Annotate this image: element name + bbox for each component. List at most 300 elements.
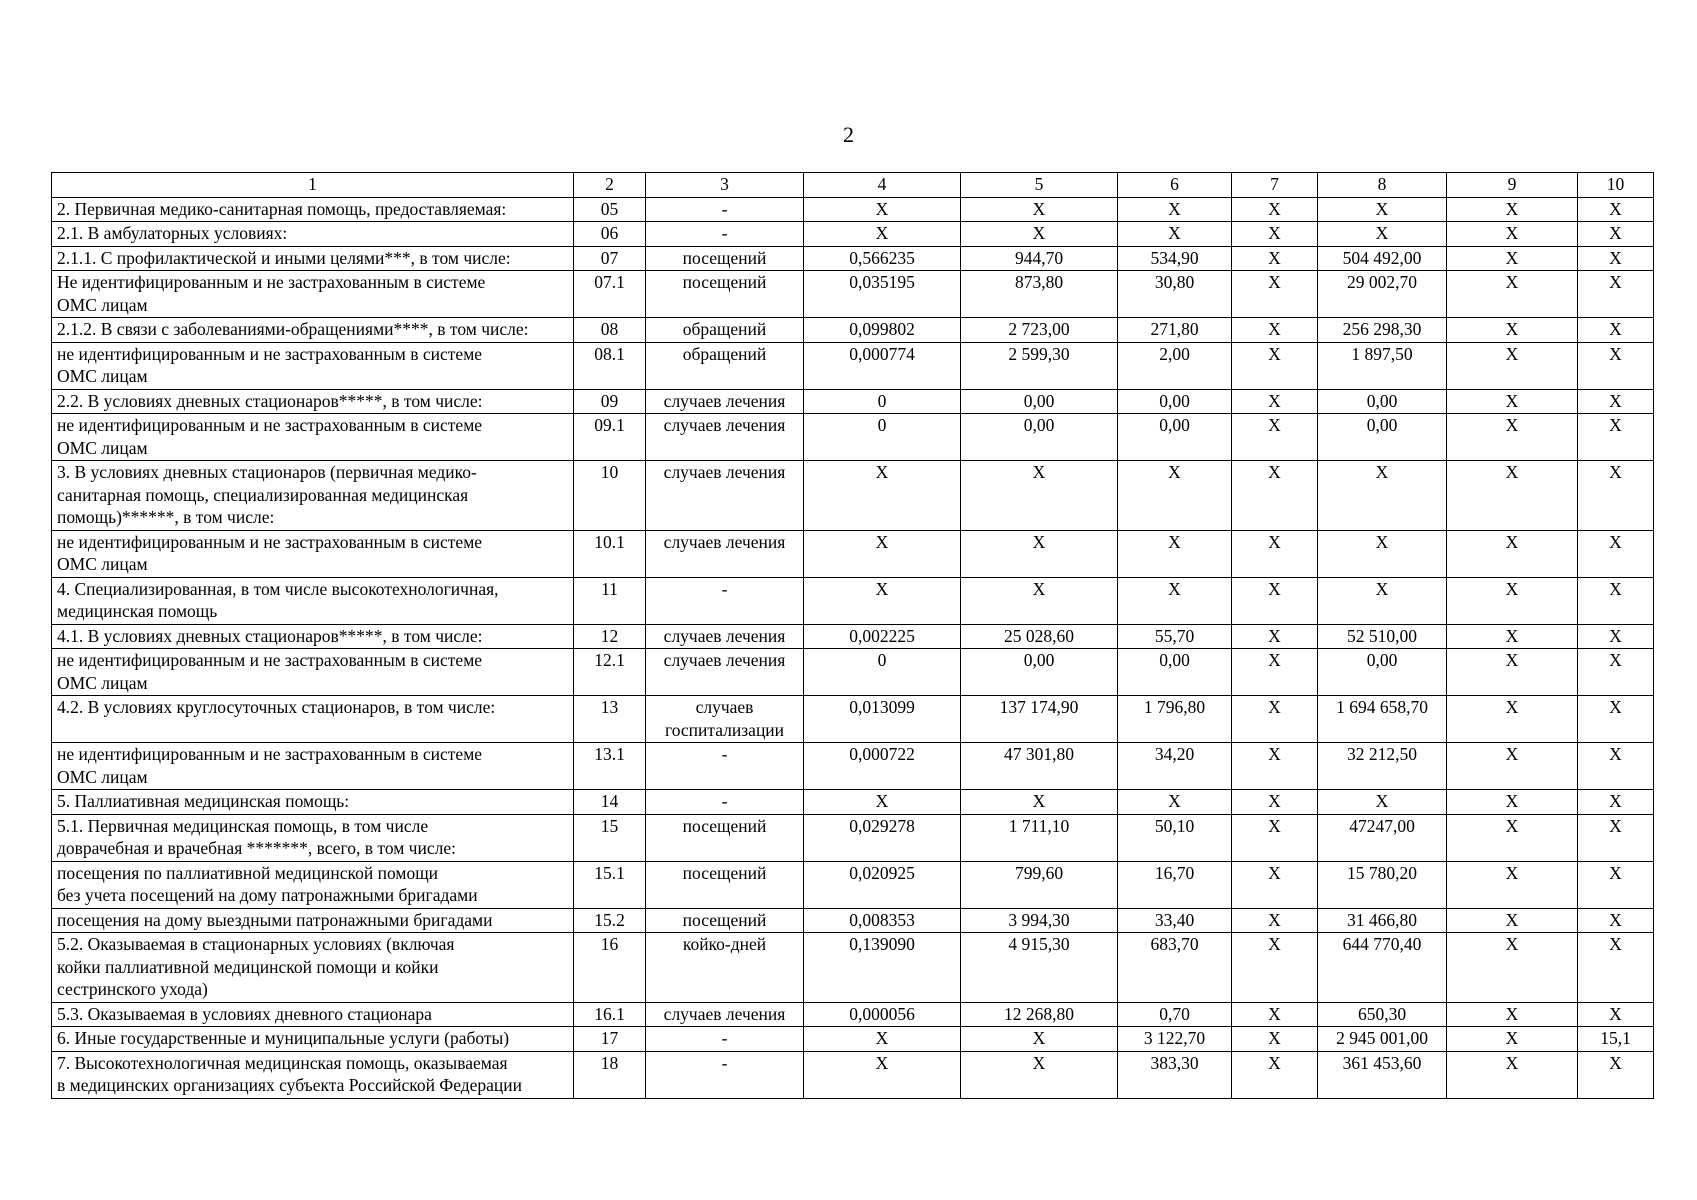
- row-description: [52, 908, 574, 933]
- value-cell: X: [961, 530, 1118, 577]
- value-cell: X: [1447, 414, 1578, 461]
- value-cell: 0,00: [1318, 649, 1447, 696]
- value-cell: 4 915,30: [961, 933, 1118, 1003]
- value-cell: 0,099802: [804, 318, 961, 343]
- value-cell: X: [1232, 389, 1318, 414]
- value-cell: X: [1578, 790, 1654, 815]
- value-cell: X: [1578, 908, 1654, 933]
- row-code: 16: [574, 933, 646, 1003]
- unit-line: госпитализации: [664, 719, 785, 740]
- value-cell: 0,035195: [804, 271, 961, 318]
- row-description: [52, 814, 574, 861]
- row-code: 07: [574, 246, 646, 271]
- value-cell: 644 770,40: [1318, 933, 1447, 1003]
- row-code: 14: [574, 790, 646, 815]
- table-row: [52, 908, 1654, 933]
- description-line: не идентифицированным и не застрахованным в системе: [57, 343, 483, 364]
- unit-cell: посещений: [646, 814, 804, 861]
- value-cell: 256 298,30: [1318, 318, 1447, 343]
- value-cell: X: [1318, 197, 1447, 222]
- value-cell: 0,002225: [804, 624, 961, 649]
- value-cell: 0,00: [961, 414, 1118, 461]
- value-cell: 3 122,70: [1118, 1027, 1232, 1052]
- row-description: [52, 624, 574, 649]
- value-cell: 15 780,20: [1318, 861, 1447, 908]
- row-code: 15.1: [574, 861, 646, 908]
- value-cell: X: [1232, 577, 1318, 624]
- description-line: ОМС лицам: [57, 366, 148, 386]
- value-cell: 2 945 001,00: [1318, 1027, 1447, 1052]
- column-header: 10: [1578, 173, 1654, 198]
- unit-cell: случаев лечения: [646, 649, 804, 696]
- value-cell: 383,30: [1118, 1051, 1232, 1098]
- value-cell: X: [1447, 743, 1578, 790]
- value-cell: X: [1232, 790, 1318, 815]
- value-cell: X: [1447, 389, 1578, 414]
- value-cell: X: [1447, 271, 1578, 318]
- description-line: медицинская помощь: [57, 601, 218, 621]
- row-description: [52, 461, 574, 531]
- value-cell: 0,000774: [804, 342, 961, 389]
- unit-cell: случаев лечения: [646, 389, 804, 414]
- value-cell: X: [1232, 1002, 1318, 1027]
- value-cell: X: [1232, 743, 1318, 790]
- value-cell: X: [1232, 342, 1318, 389]
- value-cell: 15,1: [1578, 1027, 1654, 1052]
- description-line: ОМС лицам: [57, 672, 148, 693]
- value-cell: 16,70: [1118, 861, 1232, 908]
- row-description: [52, 389, 574, 414]
- value-cell: X: [1232, 530, 1318, 577]
- value-cell: X: [1578, 530, 1654, 577]
- unit-cell: -: [646, 790, 804, 815]
- value-cell: X: [1447, 649, 1578, 696]
- row-description: [52, 743, 574, 790]
- value-cell: X: [1232, 908, 1318, 933]
- row-description: [52, 1027, 574, 1052]
- table-row: [52, 271, 1654, 318]
- value-cell: X: [961, 222, 1118, 247]
- row-description: [52, 1051, 574, 1098]
- value-cell: X: [1578, 624, 1654, 649]
- description-line: санитарная помощь, специализированная медицинская: [57, 484, 469, 505]
- value-cell: X: [1447, 908, 1578, 933]
- value-cell: X: [1578, 197, 1654, 222]
- value-cell: 1 711,10: [961, 814, 1118, 861]
- description-line: ОМС лицам: [57, 766, 148, 787]
- description-line: не идентифицированным и не застрахованным в системе: [57, 531, 483, 552]
- row-code: 15: [574, 814, 646, 861]
- value-cell: X: [1447, 696, 1578, 743]
- value-cell: X: [1318, 790, 1447, 815]
- value-cell: 0,00: [1118, 389, 1232, 414]
- data-table: [51, 172, 1654, 1099]
- row-code: 12.1: [574, 649, 646, 696]
- value-cell: X: [1318, 530, 1447, 577]
- description-line: 2.1.1. С профилактической и иными целями***, в том числе:: [57, 247, 511, 268]
- table-row: [52, 222, 1654, 247]
- value-cell: 2 723,00: [961, 318, 1118, 343]
- unit-cell: посещений: [646, 271, 804, 318]
- value-cell: X: [961, 461, 1118, 531]
- value-cell: X: [1318, 577, 1447, 624]
- value-cell: X: [961, 197, 1118, 222]
- value-cell: 0,566235: [804, 246, 961, 271]
- value-cell: 0: [804, 649, 961, 696]
- table-row: [52, 318, 1654, 343]
- value-cell: 0,000722: [804, 743, 961, 790]
- row-code: 16.1: [574, 1002, 646, 1027]
- table-row: [52, 1027, 1654, 1052]
- table-row: [52, 414, 1654, 461]
- value-cell: 0: [804, 389, 961, 414]
- column-header: 7: [1232, 173, 1318, 198]
- value-cell: X: [1232, 414, 1318, 461]
- row-code: 09.1: [574, 414, 646, 461]
- unit-cell: посещений: [646, 861, 804, 908]
- value-cell: X: [1118, 577, 1232, 624]
- table-row: [52, 197, 1654, 222]
- value-cell: X: [1578, 271, 1654, 318]
- value-cell: 0,020925: [804, 861, 961, 908]
- value-cell: X: [1318, 222, 1447, 247]
- description-line: 4.1. В условиях дневных стационаров*****, в том числе:: [57, 625, 483, 646]
- description-line: 3. В условиях дневных стационаров (первичная медико-: [57, 462, 477, 482]
- value-cell: X: [1232, 814, 1318, 861]
- unit-cell: обращений: [646, 318, 804, 343]
- row-description: [52, 342, 574, 389]
- row-code: 08: [574, 318, 646, 343]
- value-cell: 0,00: [1318, 414, 1447, 461]
- description-line: 5. Паллиативная медицинская помощь:: [57, 791, 350, 811]
- value-cell: X: [1447, 461, 1578, 531]
- row-description: [52, 933, 574, 1003]
- table-row: [52, 814, 1654, 861]
- row-code: 07.1: [574, 271, 646, 318]
- value-cell: 0: [804, 414, 961, 461]
- table-row: [52, 933, 1654, 1003]
- value-cell: X: [1447, 814, 1578, 861]
- value-cell: X: [1232, 1027, 1318, 1052]
- row-description: [52, 246, 574, 271]
- row-code: 11: [574, 577, 646, 624]
- value-cell: X: [1578, 318, 1654, 343]
- description-line: 4. Специализированная, в том числе высокотехнологичная,: [57, 578, 499, 599]
- value-cell: X: [1447, 342, 1578, 389]
- value-cell: 271,80: [1118, 318, 1232, 343]
- column-header: 9: [1447, 173, 1578, 198]
- header-row: [52, 173, 1654, 198]
- value-cell: X: [804, 1051, 961, 1098]
- description-line: доврачебная и врачебная *******, всего, в том числе:: [57, 838, 456, 858]
- unit-cell: -: [646, 197, 804, 222]
- description-line: не идентифицированным и не застрахованным в системе: [57, 415, 483, 435]
- table-row: [52, 530, 1654, 577]
- description-line: ОМС лицам: [57, 437, 148, 458]
- value-cell: X: [804, 1027, 961, 1052]
- row-code: 15.2: [574, 908, 646, 933]
- unit-cell: [646, 696, 804, 743]
- row-code: 06: [574, 222, 646, 247]
- value-cell: 0,00: [1118, 414, 1232, 461]
- value-cell: X: [1578, 1002, 1654, 1027]
- description-line: не идентифицированным и не застрахованным в системе: [57, 650, 483, 670]
- value-cell: X: [804, 197, 961, 222]
- value-cell: X: [1232, 461, 1318, 531]
- row-description: [52, 197, 574, 222]
- value-cell: X: [1578, 861, 1654, 908]
- row-code: 10.1: [574, 530, 646, 577]
- value-cell: X: [1232, 861, 1318, 908]
- unit-cell: -: [646, 1027, 804, 1052]
- row-code: 18: [574, 1051, 646, 1098]
- unit-cell: -: [646, 577, 804, 624]
- value-cell: X: [1447, 624, 1578, 649]
- unit-cell: случаев лечения: [646, 624, 804, 649]
- value-cell: X: [804, 530, 961, 577]
- column-header: 2: [574, 173, 646, 198]
- value-cell: 12 268,80: [961, 1002, 1118, 1027]
- description-line: 2.2. В условиях дневных стационаров*****, в том числе:: [57, 390, 483, 411]
- value-cell: 799,60: [961, 861, 1118, 908]
- table-row: [52, 696, 1654, 743]
- value-cell: X: [1447, 1027, 1578, 1052]
- unit-cell: случаев лечения: [646, 1002, 804, 1027]
- description-line: ОМС лицам: [57, 294, 148, 315]
- description-line: посещения по паллиативной медицинской помощи: [57, 862, 439, 883]
- table-row: [52, 790, 1654, 815]
- value-cell: X: [1447, 1002, 1578, 1027]
- value-cell: 944,70: [961, 246, 1118, 271]
- unit-cell: посещений: [646, 908, 804, 933]
- value-cell: 34,20: [1118, 743, 1232, 790]
- value-cell: X: [1118, 197, 1232, 222]
- value-cell: X: [961, 1051, 1118, 1098]
- column-header: 1: [52, 173, 574, 198]
- value-cell: X: [1578, 246, 1654, 271]
- value-cell: X: [1447, 577, 1578, 624]
- value-cell: X: [1578, 814, 1654, 861]
- description-line: помощь)******, в том числе:: [57, 507, 275, 527]
- value-cell: X: [1578, 389, 1654, 414]
- table-row: [52, 1051, 1654, 1098]
- value-cell: X: [1578, 577, 1654, 624]
- value-cell: X: [1578, 649, 1654, 696]
- value-cell: X: [1578, 414, 1654, 461]
- value-cell: X: [1578, 743, 1654, 790]
- unit-cell: случаев лечения: [646, 530, 804, 577]
- value-cell: X: [1232, 1051, 1318, 1098]
- value-cell: X: [1118, 790, 1232, 815]
- value-cell: X: [1578, 933, 1654, 1003]
- value-cell: X: [961, 790, 1118, 815]
- value-cell: 31 466,80: [1318, 908, 1447, 933]
- table-row: [52, 861, 1654, 908]
- description-line: 5.2. Оказываемая в стационарных условиях (включая: [57, 934, 455, 954]
- value-cell: X: [1118, 461, 1232, 531]
- value-cell: 50,10: [1118, 814, 1232, 861]
- value-cell: X: [1447, 1051, 1578, 1098]
- unit-line: случаев: [695, 697, 754, 717]
- description-line: ОМС лицам: [57, 554, 148, 574]
- table-row: [52, 342, 1654, 389]
- unit-cell: -: [646, 1051, 804, 1098]
- description-line: койки паллиативной медицинской помощи и койки: [57, 956, 439, 977]
- value-cell: 55,70: [1118, 624, 1232, 649]
- value-cell: 25 028,60: [961, 624, 1118, 649]
- row-description: [52, 271, 574, 318]
- value-cell: 650,30: [1318, 1002, 1447, 1027]
- value-cell: 0,70: [1118, 1002, 1232, 1027]
- description-line: без учета посещений на дому патронажными бригадами: [57, 885, 478, 905]
- table-row: [52, 743, 1654, 790]
- description-line: сестринского ухода): [57, 979, 208, 999]
- unit-cell: койко-дней: [646, 933, 804, 1003]
- value-cell: X: [1578, 342, 1654, 389]
- value-cell: X: [1232, 624, 1318, 649]
- value-cell: X: [1447, 933, 1578, 1003]
- value-cell: 2,00: [1118, 342, 1232, 389]
- value-cell: 0,139090: [804, 933, 961, 1003]
- column-header: 5: [961, 173, 1118, 198]
- value-cell: 2 599,30: [961, 342, 1118, 389]
- row-code: 08.1: [574, 342, 646, 389]
- row-description: [52, 1002, 574, 1027]
- unit-cell: случаев лечения: [646, 414, 804, 461]
- description-line: 4.2. В условиях круглосуточных стационаров, в том числе:: [57, 697, 496, 717]
- value-cell: 361 453,60: [1318, 1051, 1447, 1098]
- value-cell: X: [1447, 861, 1578, 908]
- value-cell: 33,40: [1118, 908, 1232, 933]
- row-code: 12: [574, 624, 646, 649]
- value-cell: 504 492,00: [1318, 246, 1447, 271]
- description-line: не идентифицированным и не застрахованным в системе: [57, 744, 483, 764]
- value-cell: 0,00: [961, 389, 1118, 414]
- table-row: [52, 389, 1654, 414]
- row-description: [52, 530, 574, 577]
- row-code: 05: [574, 197, 646, 222]
- row-description: [52, 696, 574, 743]
- table-row: [52, 246, 1654, 271]
- value-cell: X: [1232, 246, 1318, 271]
- value-cell: 534,90: [1118, 246, 1232, 271]
- value-cell: X: [1118, 222, 1232, 247]
- unit-cell: посещений: [646, 246, 804, 271]
- value-cell: X: [961, 1027, 1118, 1052]
- value-cell: X: [1232, 271, 1318, 318]
- value-cell: X: [1232, 696, 1318, 743]
- unit-cell: -: [646, 222, 804, 247]
- value-cell: 0,029278: [804, 814, 961, 861]
- value-cell: X: [1447, 318, 1578, 343]
- value-cell: X: [1447, 222, 1578, 247]
- value-cell: X: [1578, 461, 1654, 531]
- column-header: 8: [1318, 173, 1447, 198]
- unit-cell: случаев лечения: [646, 461, 804, 531]
- value-cell: X: [804, 577, 961, 624]
- value-cell: 3 994,30: [961, 908, 1118, 933]
- description-line: 5.3. Оказываемая в условиях дневного стационара: [57, 1003, 432, 1024]
- row-description: [52, 318, 574, 343]
- value-cell: X: [1578, 1051, 1654, 1098]
- value-cell: 29 002,70: [1318, 271, 1447, 318]
- row-code: 09: [574, 389, 646, 414]
- description-line: 2. Первичная медико-санитарная помощь, предоставляемая:: [57, 198, 507, 219]
- value-cell: X: [1447, 246, 1578, 271]
- row-description: [52, 861, 574, 908]
- row-description: [52, 790, 574, 815]
- column-header: 3: [646, 173, 804, 198]
- table-row: [52, 1002, 1654, 1027]
- table-row: [52, 461, 1654, 531]
- row-code: 13.1: [574, 743, 646, 790]
- value-cell: X: [1447, 790, 1578, 815]
- value-cell: 32 212,50: [1318, 743, 1447, 790]
- row-description: [52, 649, 574, 696]
- value-cell: X: [1578, 222, 1654, 247]
- value-cell: X: [1232, 318, 1318, 343]
- column-header: 6: [1118, 173, 1232, 198]
- value-cell: 0,00: [1118, 649, 1232, 696]
- value-cell: 0,013099: [804, 696, 961, 743]
- row-code: 13: [574, 696, 646, 743]
- table-row: [52, 577, 1654, 624]
- row-description: [52, 577, 574, 624]
- value-cell: X: [1318, 461, 1447, 531]
- description-line: посещения на дому выездными патронажными бригадами: [57, 909, 493, 930]
- description-line: в медицинских организациях субъекта Российской Федерации: [57, 1075, 523, 1095]
- value-cell: X: [1447, 197, 1578, 222]
- value-cell: 0,00: [961, 649, 1118, 696]
- table-row: [52, 624, 1654, 649]
- value-cell: 30,80: [1118, 271, 1232, 318]
- value-cell: X: [804, 790, 961, 815]
- value-cell: 873,80: [961, 271, 1118, 318]
- row-code: 10: [574, 461, 646, 531]
- row-description: [52, 222, 574, 247]
- value-cell: 1 694 658,70: [1318, 696, 1447, 743]
- description-line: 5.1. Первичная медицинская помощь, в том числе: [57, 815, 429, 836]
- description-line: 6. Иные государственные и муниципальные услуги (работы): [57, 1028, 510, 1048]
- table-body: [52, 173, 1654, 1099]
- description-line: Не идентифицированным и не застрахованным в системе: [57, 272, 486, 292]
- value-cell: 0,00: [1318, 389, 1447, 414]
- value-cell: 52 510,00: [1318, 624, 1447, 649]
- value-cell: X: [1447, 530, 1578, 577]
- description-line: 2.1. В амбулаторных условиях:: [57, 223, 288, 243]
- unit-cell: обращений: [646, 342, 804, 389]
- value-cell: 0,000056: [804, 1002, 961, 1027]
- page-number: 2: [843, 122, 854, 147]
- value-cell: X: [1232, 222, 1318, 247]
- value-cell: 0,008353: [804, 908, 961, 933]
- value-cell: X: [804, 222, 961, 247]
- value-cell: 1 796,80: [1118, 696, 1232, 743]
- value-cell: 47247,00: [1318, 814, 1447, 861]
- table-row: [52, 649, 1654, 696]
- description-line: 2.1.2. В связи с заболеваниями-обращениями****, в том числе:: [57, 319, 529, 339]
- value-cell: X: [1232, 933, 1318, 1003]
- unit-cell: -: [646, 743, 804, 790]
- description-line: 7. Высокотехнологичная медицинская помощь, оказываемая: [57, 1052, 508, 1073]
- value-cell: 137 174,90: [961, 696, 1118, 743]
- column-header: 4: [804, 173, 961, 198]
- value-cell: X: [1578, 696, 1654, 743]
- value-cell: X: [804, 461, 961, 531]
- row-description: [52, 414, 574, 461]
- value-cell: 683,70: [1118, 933, 1232, 1003]
- value-cell: 1 897,50: [1318, 342, 1447, 389]
